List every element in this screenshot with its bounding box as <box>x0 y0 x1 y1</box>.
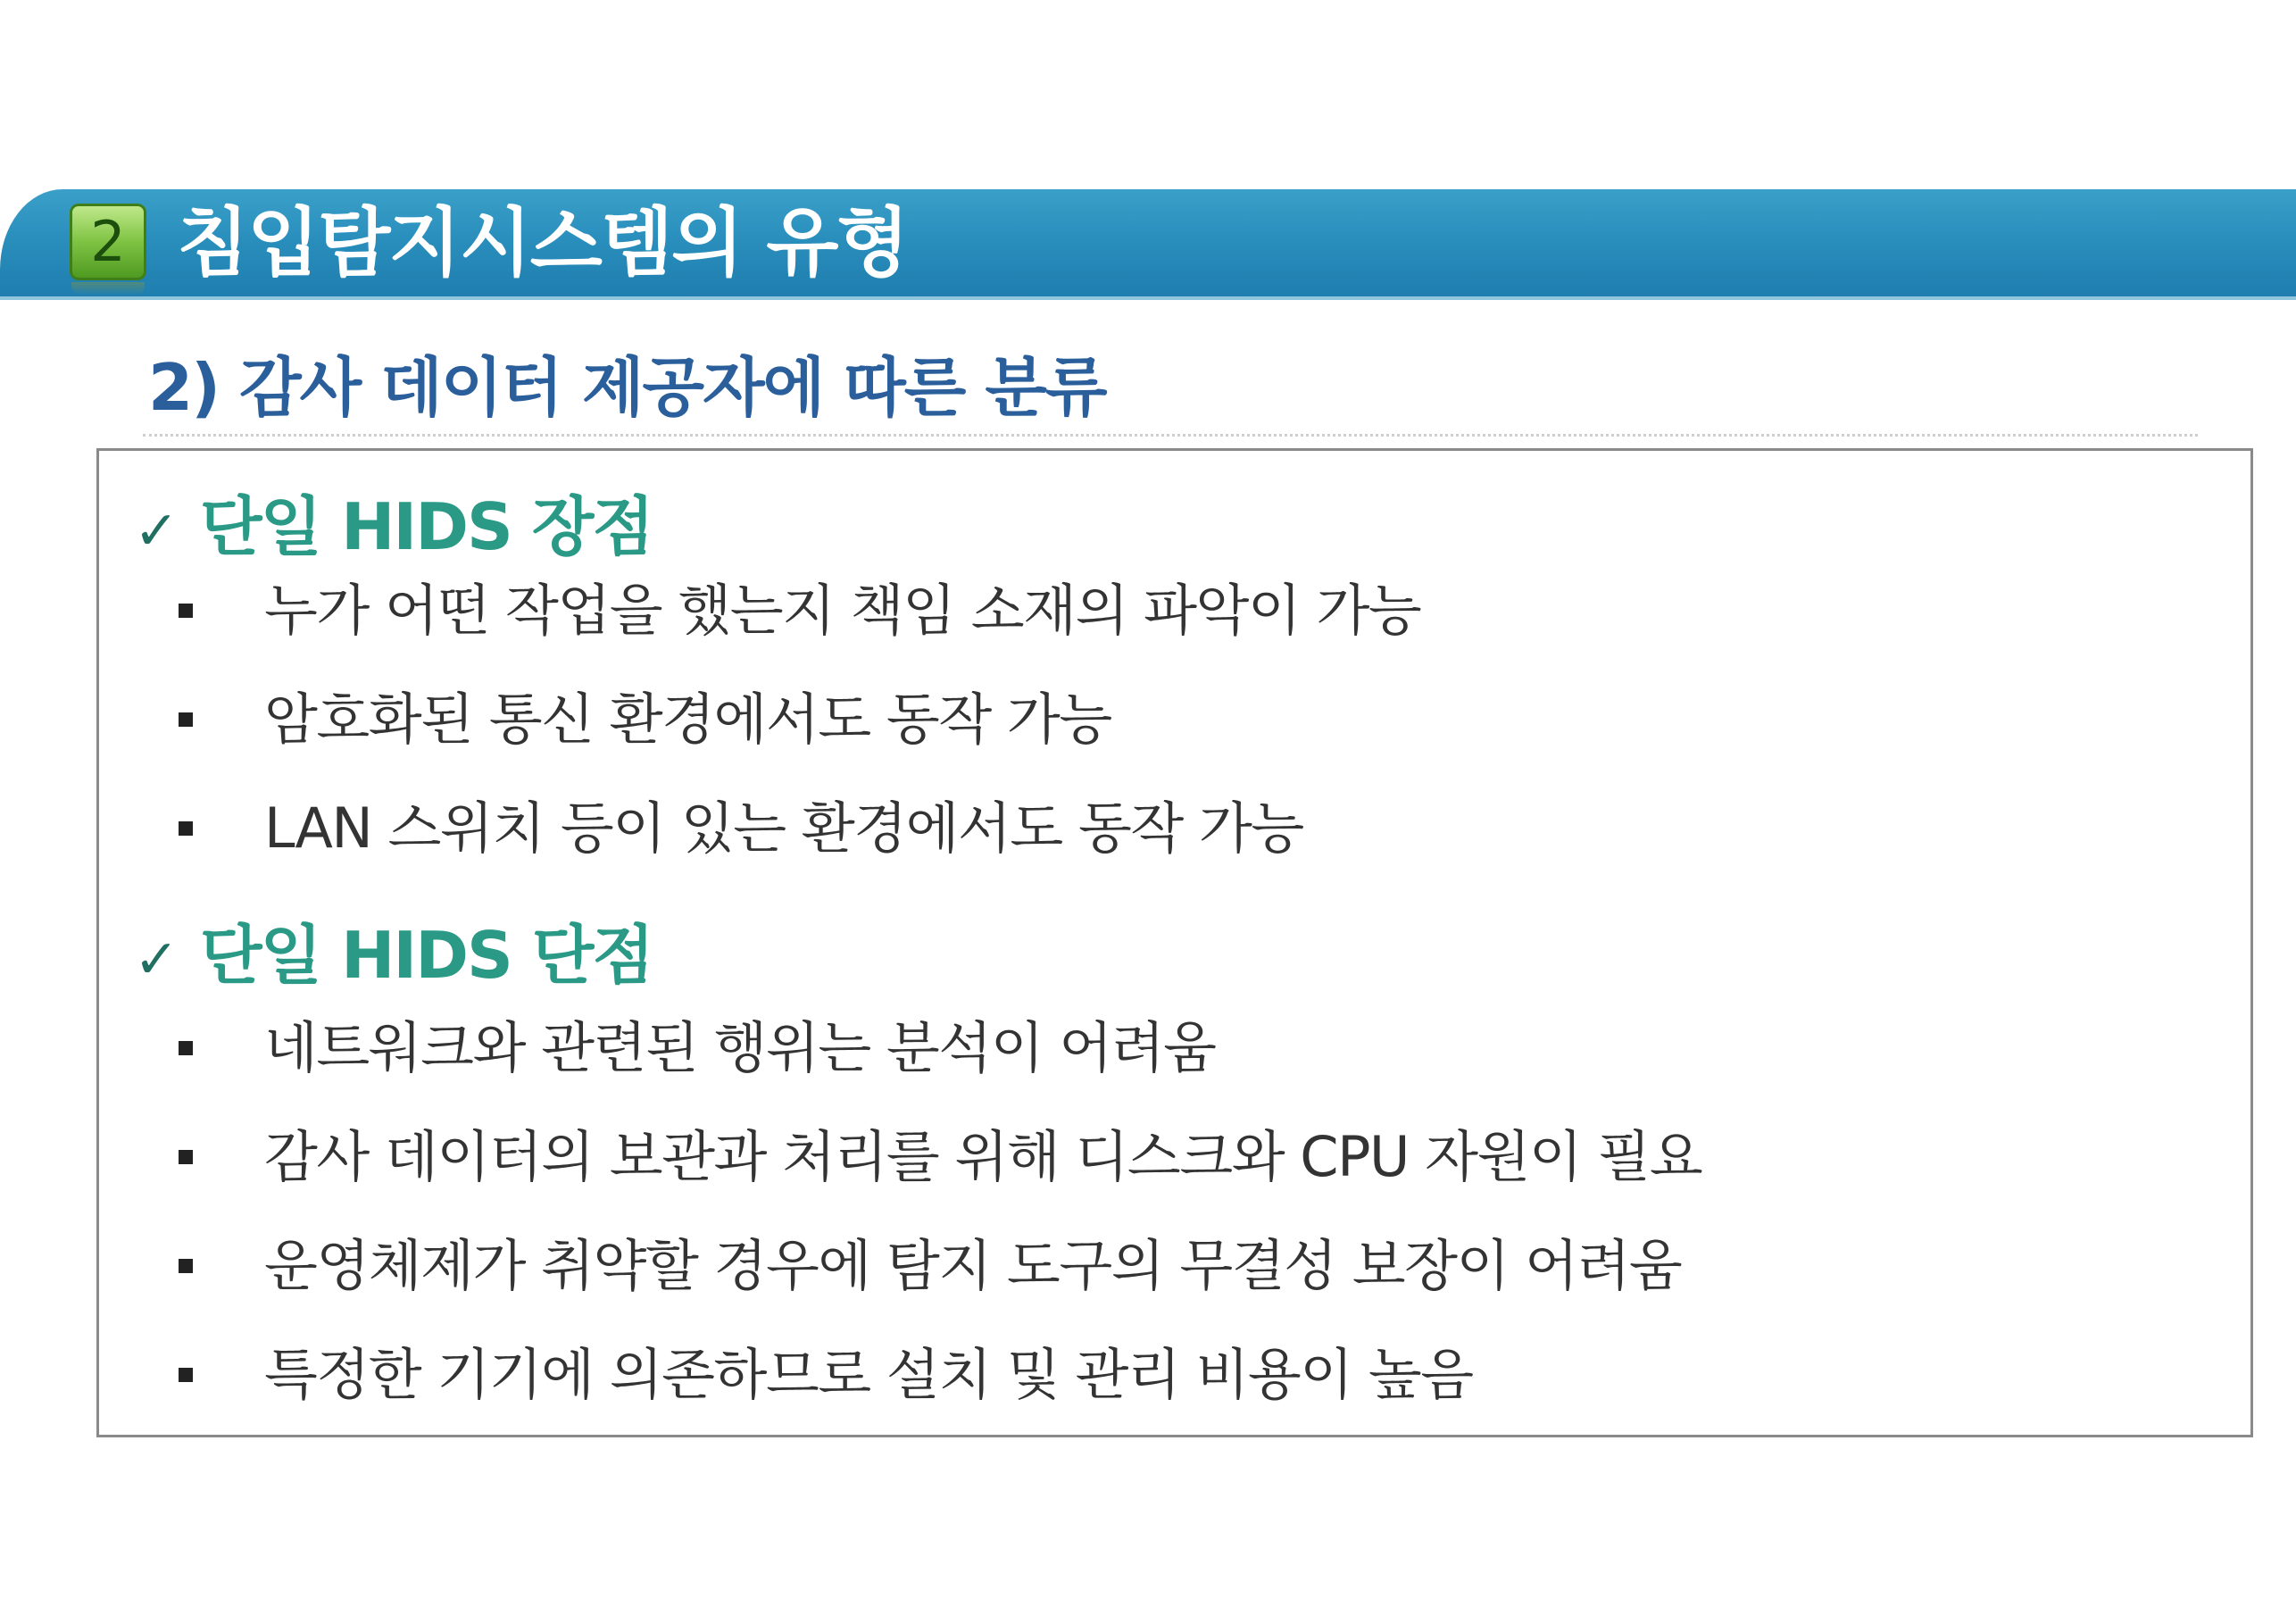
list-item-text: 운영체제가 취약할 경우에 탐지 도구의 무결성 보장이 어려움 <box>264 1233 1682 1298</box>
dotted-divider <box>143 434 2198 437</box>
disadvantages-heading-text: 단일 HIDS 단점 <box>200 918 653 993</box>
list-item-text: 누가 어떤 작업을 했는지 책임 소재의 파악이 가능 <box>264 578 1421 643</box>
bullet-square-icon <box>179 712 193 727</box>
bullet-square-icon <box>179 1368 193 1382</box>
list-item-text: 암호화된 통신 환경에서도 동작 가능 <box>264 687 1111 752</box>
bullet-square-icon <box>179 1150 193 1164</box>
bullet-square-icon <box>179 1041 193 1055</box>
advantages-heading-text: 단일 HIDS 장점 <box>200 489 653 564</box>
advantages-heading <box>134 475 653 568</box>
bullet-square-icon <box>179 821 193 836</box>
bullet-square-icon <box>179 604 193 618</box>
list-item-text: 감사 데이터의 보관과 처리를 위해 디스크와 CPU 자원이 필요 <box>264 1124 1702 1189</box>
disadvantages-heading <box>134 904 653 996</box>
section-badge-reflection <box>71 282 145 295</box>
list-item-text: 네트워크와 관련된 행위는 분석이 어려움 <box>264 1015 1216 1080</box>
page-subtitle: 2) 감사 데이터 제공자에 따른 분류 <box>148 350 1106 425</box>
list-item-text: LAN 스위치 등이 있는 환경에서도 동작 가능 <box>264 795 1303 861</box>
bullet-square-icon <box>179 1259 193 1273</box>
list-item-text: 특정한 기기에 의존하므로 설치 및 관리 비용이 높음 <box>264 1342 1473 1407</box>
section-number-badge: 2 <box>70 204 146 280</box>
check-icon: ✓ <box>134 929 178 991</box>
section-title: 침입탐지시스템의 유형 <box>177 199 908 287</box>
check-icon: ✓ <box>134 500 178 562</box>
